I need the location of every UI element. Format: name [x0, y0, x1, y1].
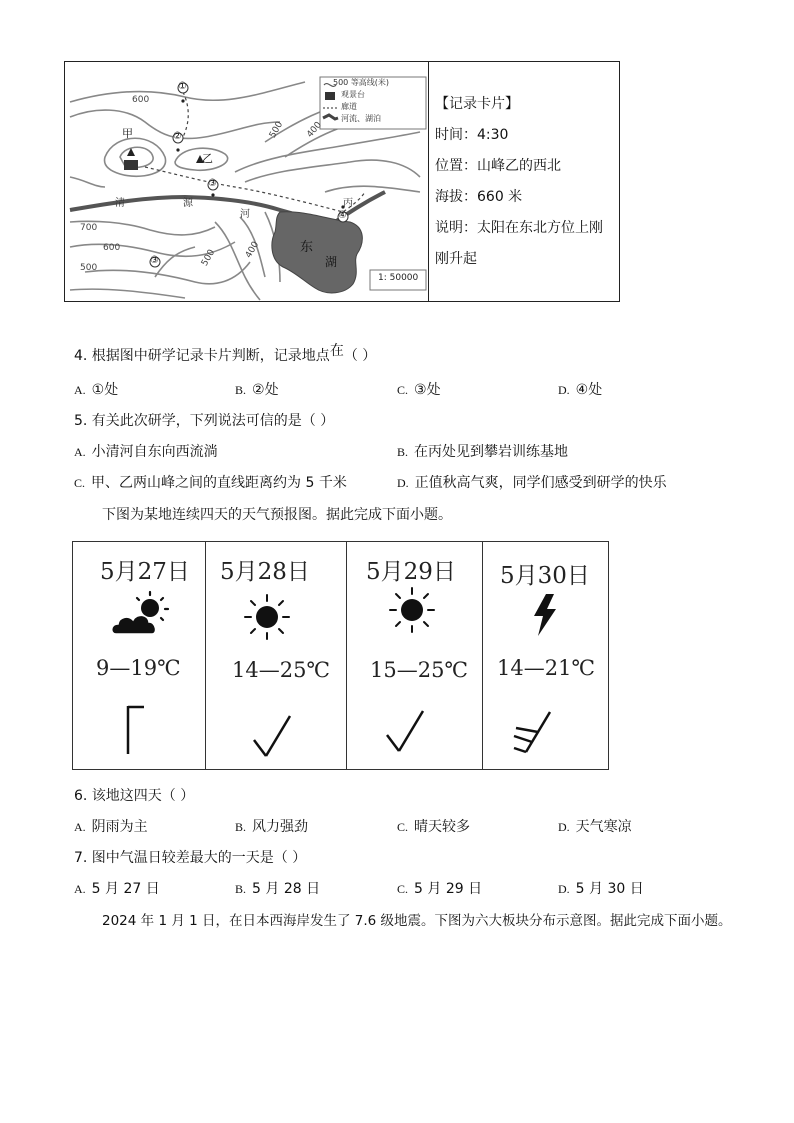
- legend-water-label: 河流、湖泊: [341, 114, 381, 123]
- observatory-legend-icon: [325, 92, 335, 100]
- option-text: 小清河自东向西流淌: [91, 444, 218, 460]
- weather-date: 5月28日: [220, 559, 310, 585]
- option-letter: A.: [74, 383, 86, 397]
- wind-symbol-icon: [122, 702, 152, 758]
- q7-option-c[interactable]: [397, 879, 482, 899]
- q6-option-a[interactable]: [74, 817, 148, 837]
- q5-stem: 5. 有关此次研学，下列说法可信的是（ ）: [74, 413, 335, 429]
- option-letter: C.: [397, 383, 409, 397]
- option-text: 晴天较多: [414, 819, 471, 835]
- card-note-line2: 刚升起: [435, 251, 477, 267]
- q6-stem: 6. 该地这四天（ ）: [74, 788, 195, 804]
- q6-option-d[interactable]: [558, 817, 632, 837]
- option-letter: B.: [235, 820, 247, 834]
- contour-label: 600: [132, 95, 150, 105]
- option-letter: D.: [558, 882, 570, 896]
- option-letter: A.: [74, 882, 86, 896]
- peak-yi-label: 乙: [202, 152, 213, 165]
- q7-stem: 7. 图中气温日较差最大的一天是（ ）: [74, 850, 307, 866]
- point-3-label: ③: [208, 178, 217, 189]
- weather-date: 5月29日: [366, 559, 456, 585]
- partly-cloudy-icon: [108, 590, 176, 640]
- option-letter: C.: [397, 820, 409, 834]
- option-text: ②处: [252, 382, 279, 398]
- wind-symbol-icon: [250, 712, 294, 760]
- sun-icon: [242, 592, 292, 642]
- q4-stem-raised: 在: [329, 343, 344, 359]
- lake-shape: [272, 212, 362, 293]
- option-text: ③处: [414, 382, 441, 398]
- contour-label: 500: [80, 263, 98, 273]
- option-letter: C.: [397, 882, 409, 896]
- q4-option-d[interactable]: [558, 380, 602, 400]
- q4-stem-paren: （ ）: [343, 348, 377, 364]
- q6-option-c[interactable]: [397, 817, 470, 837]
- q4-option-c[interactable]: [397, 380, 441, 400]
- weather-temp: 9—19℃: [96, 656, 181, 680]
- option-text: 风力强劲: [252, 819, 309, 835]
- river-label-1: 清: [115, 198, 125, 209]
- option-letter: D.: [558, 820, 570, 834]
- option-text: 天气寒凉: [575, 819, 632, 835]
- lake-label-1: 东: [300, 240, 314, 255]
- sun-icon: [387, 585, 437, 635]
- wind-symbol-icon: [510, 708, 554, 756]
- river-label-2: 源: [183, 198, 193, 209]
- card-title: 【记录卡片】: [435, 96, 519, 112]
- map-scale: 1: 50000: [378, 273, 419, 283]
- contour-label: 600: [103, 243, 121, 253]
- option-text: ④处: [575, 382, 603, 398]
- river-label-3: 河: [240, 209, 250, 220]
- weather-temp: 14—25℃: [232, 658, 330, 682]
- q4-stem: [74, 343, 377, 366]
- card-note-line1: 说明：太阳在东北方位上刚: [435, 220, 603, 236]
- option-text: ①处: [91, 382, 119, 398]
- option-text: 5 月 30 日: [575, 881, 644, 897]
- option-text: 正值秋高气爽，同学们感受到研学的快乐: [414, 475, 667, 491]
- quake-intro: 2024 年 1 月 1 日，在日本西海岸发生了 7.6 级地震。下图为六大板块分布示意图。据此完成下面小题。: [102, 913, 732, 929]
- option-text: 阴雨为主: [91, 819, 148, 835]
- weather-temp: 14—21℃: [497, 656, 595, 680]
- q5-option-a[interactable]: [74, 442, 218, 462]
- option-text: 甲、乙两山峰之间的直线距离约为 5 千米: [91, 475, 347, 491]
- weather-divider: [482, 541, 483, 770]
- weather-divider: [205, 541, 206, 770]
- legend-corridor-label: 廊道: [341, 102, 357, 111]
- card-time: 时间：4:30: [435, 127, 509, 143]
- lake-label-2: 湖: [325, 255, 338, 269]
- peak-jia-label: 甲: [122, 127, 133, 140]
- option-letter: C.: [74, 476, 86, 490]
- q4-option-b[interactable]: [235, 380, 279, 400]
- option-letter: D.: [558, 383, 570, 397]
- q4-option-a[interactable]: [74, 380, 118, 400]
- option-text: 在丙处见到攀岩训练基地: [414, 444, 569, 460]
- option-letter: D.: [397, 476, 409, 490]
- option-letter: B.: [235, 882, 247, 896]
- legend-contour-label: 500 等高线(米): [333, 78, 390, 87]
- option-text: 5 月 28 日: [252, 881, 321, 897]
- q5-option-c[interactable]: [74, 473, 347, 493]
- weather-temp: 15—25℃: [370, 658, 468, 682]
- option-text: 5 月 27 日: [91, 881, 160, 897]
- contour-label: 700: [80, 223, 98, 233]
- weather-date: 5月27日: [100, 559, 190, 585]
- weather-intro: 下图为某地连续四天的天气预报图。据此完成下面小题。: [102, 507, 452, 523]
- contour-label: 400: [305, 120, 324, 140]
- q7-option-d[interactable]: [558, 879, 644, 899]
- map-figure-divider: [428, 61, 429, 302]
- card-position: 位置：山峰乙的西北: [435, 158, 561, 174]
- bing-label: 丙: [343, 198, 353, 209]
- card-altitude: 海拔：660 米: [435, 189, 523, 205]
- q7-option-b[interactable]: [235, 879, 320, 899]
- option-letter: B.: [235, 383, 247, 397]
- q5-option-d[interactable]: [397, 473, 667, 493]
- option-letter: A.: [74, 820, 86, 834]
- q7-option-a[interactable]: [74, 879, 160, 899]
- weather-date: 5月30日: [500, 563, 590, 589]
- contour-label: 500: [199, 248, 218, 268]
- option-letter: A.: [74, 445, 86, 459]
- legend-observatory-label: 观景台: [341, 90, 365, 99]
- point-4-label: ④: [338, 210, 347, 221]
- option-text: 5 月 29 日: [414, 881, 483, 897]
- point-2-label: ②: [173, 131, 182, 142]
- contour-label: 500: [267, 120, 286, 140]
- point-1-label: ①: [178, 81, 187, 92]
- contour-map: [65, 62, 427, 301]
- lightning-icon: [528, 592, 562, 638]
- q5-option-b[interactable]: [397, 442, 568, 462]
- option-letter: B.: [397, 445, 409, 459]
- observatory-icon: [124, 160, 138, 170]
- wind-symbol-icon: [383, 707, 427, 755]
- contour-label: 400: [243, 240, 262, 260]
- q6-option-b[interactable]: [235, 817, 308, 837]
- weather-divider: [346, 541, 347, 770]
- q4-stem-text: 4. 根据图中研学记录卡片判断，记录地点: [74, 348, 330, 364]
- point-3b-label: ③: [150, 255, 159, 266]
